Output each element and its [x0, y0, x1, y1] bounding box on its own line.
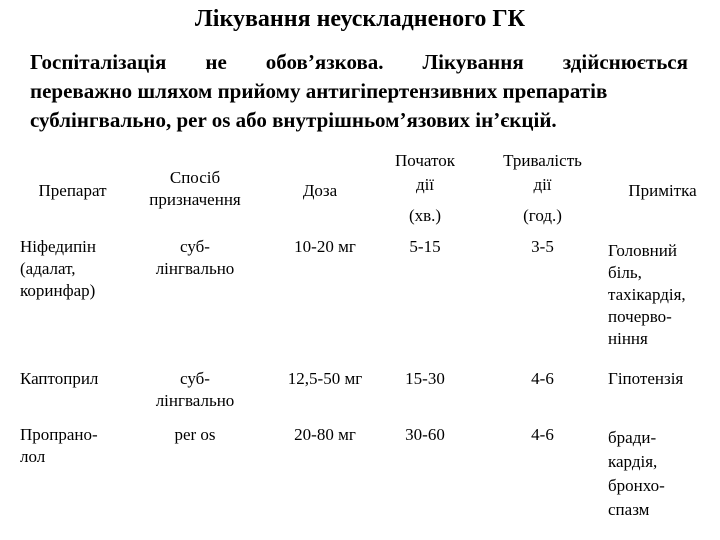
intro-line-3: сублінгвально, per os або внутрішньом’язових ін’єкцій. [30, 108, 557, 132]
cell-drug: Каптоприл [20, 369, 99, 388]
cell-dose: 20-80 мг [294, 425, 356, 444]
header-note: Примітка [628, 181, 697, 200]
intro-line-2: переважно шляхом прийому антигіпертензивних препаратів [30, 79, 608, 103]
cell-onset: 15-30 [405, 369, 445, 388]
cell-onset: 30-60 [405, 425, 445, 444]
header-route: Спосіб призначення [149, 168, 241, 209]
header-onset: Початок дії (хв.) [395, 151, 455, 225]
header-drug: Препарат [38, 181, 107, 200]
cell-note: бради- кардія, бронхо- спазм [608, 428, 665, 519]
cell-drug: Пропрано- лол [20, 425, 98, 466]
page-title: Лікування неускладненого ГК [194, 6, 526, 32]
cell-route: суб- лінгвально [155, 237, 235, 278]
intro-line-1: Госпіталізація не обов’язкова. Лікування здійснюється [30, 50, 688, 74]
cell-onset: 5-15 [409, 237, 441, 256]
intro-paragraph [30, 48, 688, 135]
cell-route: per os [174, 425, 216, 444]
header-dose: Доза [302, 181, 338, 200]
cell-route: суб- лінгвально [155, 369, 235, 410]
cell-duration: 4-6 [531, 425, 554, 444]
cell-note: Головний біль, тахікардія, почерво- ніння [608, 241, 686, 348]
cell-dose: 10-20 мг [294, 237, 356, 256]
cell-dose: 12,5-50 мг [287, 369, 363, 388]
cell-drug: Ніфедипін (адалат, коринфар) [20, 237, 97, 300]
cell-duration: 4-6 [531, 369, 554, 388]
header-duration: Тривалість дії (год.) [503, 151, 582, 225]
cell-duration: 3-5 [531, 237, 554, 256]
cell-note: Гіпотензія [608, 369, 684, 388]
